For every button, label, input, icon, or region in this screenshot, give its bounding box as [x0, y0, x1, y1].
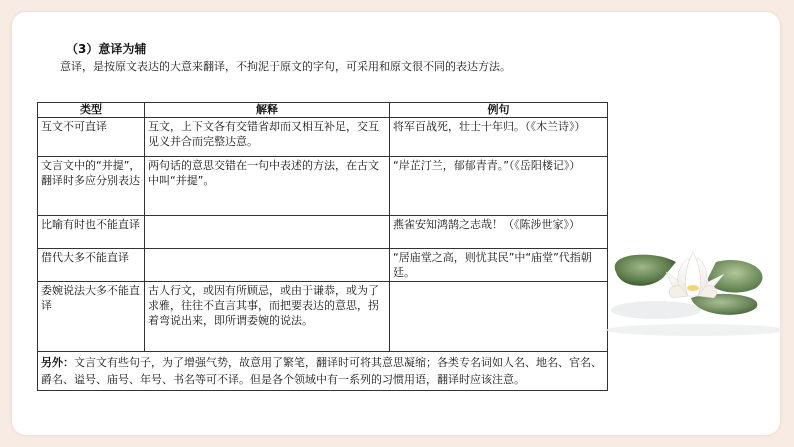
table-row	[38, 249, 608, 282]
cell-type: 比喻有时也不能直译	[38, 216, 145, 249]
header-type: 类型	[38, 103, 145, 118]
cell-explain	[145, 249, 390, 282]
cell-type: 委婉说法大多不能直译	[38, 282, 145, 352]
table-header-row	[38, 103, 608, 118]
cell-example: “岸芷汀兰，郁郁青青。”（《岳阳楼记》）	[390, 157, 608, 216]
cell-example	[390, 282, 608, 352]
cell-example: “居庙堂之高，则忧其民”中“庙堂”代指朝廷。	[390, 249, 608, 282]
cell-explain: 互文，上下文各有交错省却而又相互补足，交互见义并合而完整达意。	[145, 118, 390, 157]
table-note-row	[38, 352, 608, 391]
cell-explain	[145, 216, 390, 249]
section-intro: 意译，是按原文表达的大意来翻译，不拘泥于原文的字句，可采用和原文很不同的表达方法。	[60, 60, 511, 73]
cell-type: 借代大多不能直译	[38, 249, 145, 282]
cell-type: 文言文中的“并提”，翻译时多应分别表达	[38, 157, 145, 216]
table-row	[38, 157, 608, 216]
table-row	[38, 118, 608, 157]
cell-example: 将军百战死，壮士十年归。（《木兰诗》）	[390, 118, 608, 157]
cell-example: 燕雀安知鸿鹄之志哉！（《陈涉世家》）	[390, 216, 608, 249]
section-heading: （3）意译为辅	[66, 42, 147, 56]
table-row	[38, 216, 608, 249]
translation-table	[37, 102, 608, 391]
note-label: 另外：	[41, 356, 74, 369]
table-row	[38, 282, 608, 352]
table-note	[38, 352, 608, 391]
header-example: 例句	[390, 103, 608, 118]
cell-type: 互文不可直译	[38, 118, 145, 157]
cell-explain: 古人行文，或因有所顾忌，或由于谦恭，或为了求雅，往往不直言其事，而把要表达的意思，拐着弯说出来，即所谓委婉的说法。	[145, 282, 390, 352]
note-text: 文言文有些句子，为了增强气势，故意用了繁笔，翻译时可将其意思凝缩；各类专名词如人名、地名、官名、爵名、谥号、庙号、年号、书名等可不译。但是各个领域中有一系列的习惯用语，翻译时应该注意。	[41, 356, 602, 386]
header-explain: 解释	[145, 103, 390, 118]
water-lily-icon	[596, 232, 786, 342]
cell-explain: 两句话的意思交错在一句中表述的方法，在古文中叫“并提”。	[145, 157, 390, 216]
